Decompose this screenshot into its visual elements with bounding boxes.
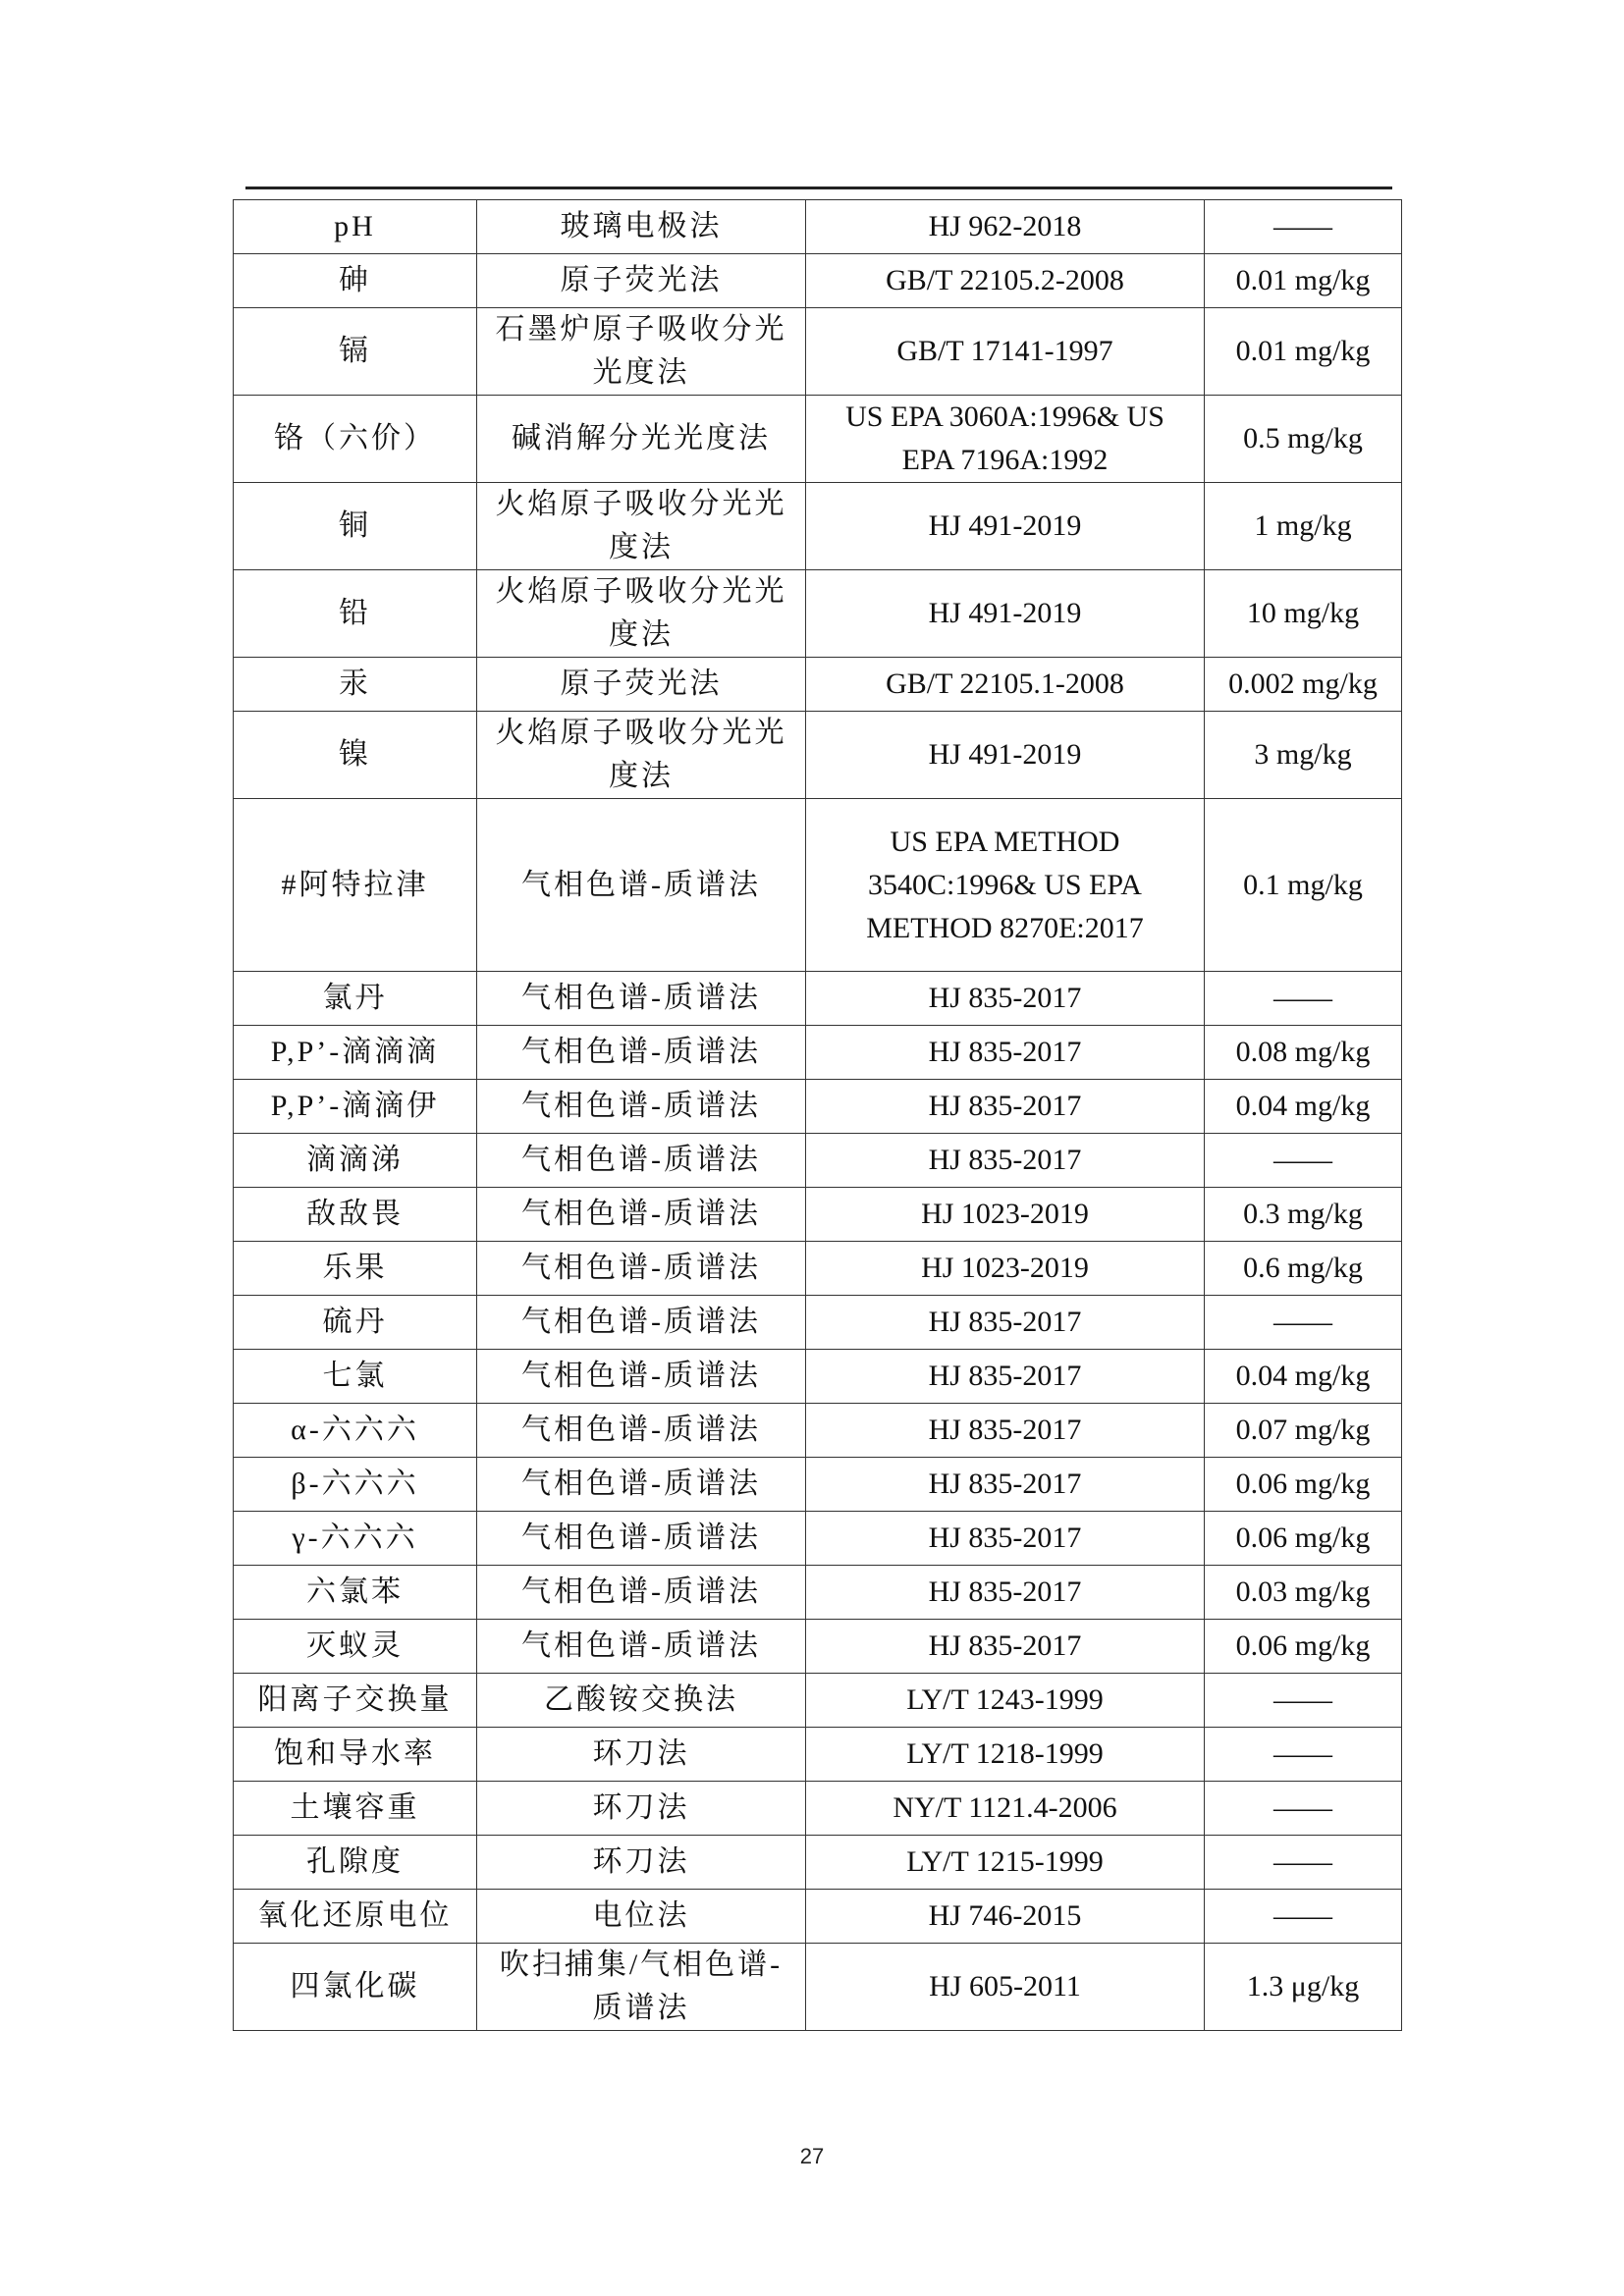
standard-cell: HJ 835-2017: [806, 1134, 1205, 1188]
table-row: [234, 1620, 1402, 1674]
name-cell: 铬（六价）: [234, 396, 477, 483]
limit-cell: ——: [1205, 972, 1402, 1026]
name-cell: 汞: [234, 658, 477, 712]
limit-cell: 0.07 mg/kg: [1205, 1404, 1402, 1458]
table-row: [234, 483, 1402, 570]
method-cell: 气相色谱-质谱法: [477, 1188, 806, 1242]
table-row: [234, 712, 1402, 799]
method-cell: 碱消解分光光度法: [477, 396, 806, 483]
limit-cell: 0.04 mg/kg: [1205, 1080, 1402, 1134]
name-cell: β-六六六: [234, 1458, 477, 1512]
name-cell: P,P’-滴滴滴: [234, 1026, 477, 1080]
method-cell: 环刀法: [477, 1728, 806, 1782]
method-cell: 气相色谱-质谱法: [477, 1404, 806, 1458]
method-cell: 环刀法: [477, 1782, 806, 1836]
limit-cell: 3 mg/kg: [1205, 712, 1402, 799]
method-cell: 气相色谱-质谱法: [477, 1080, 806, 1134]
page-number: 27: [799, 2144, 825, 2168]
standard-cell: HJ 1023-2019: [806, 1188, 1205, 1242]
table-row: [234, 1134, 1402, 1188]
standard-cell: US EPA 3060A:1996& US EPA 7196A:1992: [806, 396, 1205, 483]
name-cell: 土壤容重: [234, 1782, 477, 1836]
table-row: [234, 1890, 1402, 1944]
method-cell: 原子荧光法: [477, 254, 806, 308]
name-cell: P,P’-滴滴伊: [234, 1080, 477, 1134]
name-cell: 铜: [234, 483, 477, 570]
table-row: [234, 308, 1402, 396]
name-cell: 铅: [234, 570, 477, 658]
name-cell: 灭蚁灵: [234, 1620, 477, 1674]
table-row: [234, 1944, 1402, 2031]
standard-cell: HJ 605-2011: [806, 1944, 1205, 2031]
standard-cell: GB/T 22105.1-2008: [806, 658, 1205, 712]
standard-cell: HJ 491-2019: [806, 712, 1205, 799]
table-row: [234, 1836, 1402, 1890]
method-cell: 气相色谱-质谱法: [477, 1242, 806, 1296]
name-cell: 六氯苯: [234, 1566, 477, 1620]
table-row: [234, 799, 1402, 972]
limit-cell: ——: [1205, 1728, 1402, 1782]
table-row: [234, 1296, 1402, 1350]
table-row: [234, 200, 1402, 254]
name-cell: 镍: [234, 712, 477, 799]
limit-cell: 0.08 mg/kg: [1205, 1026, 1402, 1080]
table-row: [234, 1674, 1402, 1728]
limit-cell: ——: [1205, 1782, 1402, 1836]
standard-cell: HJ 835-2017: [806, 1620, 1205, 1674]
limit-cell: 0.06 mg/kg: [1205, 1620, 1402, 1674]
method-cell: 环刀法: [477, 1836, 806, 1890]
limit-cell: 0.06 mg/kg: [1205, 1512, 1402, 1566]
standard-cell: HJ 835-2017: [806, 1296, 1205, 1350]
table-row: [234, 1458, 1402, 1512]
standard-cell: HJ 491-2019: [806, 483, 1205, 570]
limit-cell: 0.002 mg/kg: [1205, 658, 1402, 712]
method-cell: 火焰原子吸收分光光度法: [477, 483, 806, 570]
standard-cell: HJ 835-2017: [806, 1404, 1205, 1458]
standard-cell: GB/T 17141-1997: [806, 308, 1205, 396]
header-rule: [245, 187, 1392, 189]
method-cell: 气相色谱-质谱法: [477, 1512, 806, 1566]
name-cell: γ-六六六: [234, 1512, 477, 1566]
table-row: [234, 1782, 1402, 1836]
table-row: [234, 1080, 1402, 1134]
method-cell: 气相色谱-质谱法: [477, 1026, 806, 1080]
limit-cell: 0.03 mg/kg: [1205, 1566, 1402, 1620]
limit-cell: ——: [1205, 1890, 1402, 1944]
name-cell: 七氯: [234, 1350, 477, 1404]
table-row: [234, 570, 1402, 658]
standard-cell: HJ 835-2017: [806, 1080, 1205, 1134]
table-row: [234, 1350, 1402, 1404]
method-cell: 气相色谱-质谱法: [477, 1620, 806, 1674]
table-row: [234, 972, 1402, 1026]
method-cell: 气相色谱-质谱法: [477, 1458, 806, 1512]
method-cell: 气相色谱-质谱法: [477, 1134, 806, 1188]
name-cell: 孔隙度: [234, 1836, 477, 1890]
analysis-methods-table: [233, 199, 1402, 2031]
standard-cell: HJ 962-2018: [806, 200, 1205, 254]
method-cell: 气相色谱-质谱法: [477, 799, 806, 972]
standard-cell: HJ 835-2017: [806, 1350, 1205, 1404]
standard-cell: HJ 835-2017: [806, 1458, 1205, 1512]
limit-cell: 0.01 mg/kg: [1205, 254, 1402, 308]
table-body: [234, 200, 1402, 2031]
limit-cell: ——: [1205, 1134, 1402, 1188]
standard-cell: GB/T 22105.2-2008: [806, 254, 1205, 308]
limit-cell: 0.06 mg/kg: [1205, 1458, 1402, 1512]
limit-cell: ——: [1205, 200, 1402, 254]
method-cell: 乙酸铵交换法: [477, 1674, 806, 1728]
method-cell: 石墨炉原子吸收分光光度法: [477, 308, 806, 396]
method-cell: 原子荧光法: [477, 658, 806, 712]
method-cell: 电位法: [477, 1890, 806, 1944]
table-row: [234, 254, 1402, 308]
standard-cell: US EPA METHOD 3540C:1996& US EPA METHOD 8270E:2017: [806, 799, 1205, 972]
table-row: [234, 1242, 1402, 1296]
standard-cell: HJ 835-2017: [806, 1026, 1205, 1080]
name-cell: 氯丹: [234, 972, 477, 1026]
name-cell: #阿特拉津: [234, 799, 477, 972]
limit-cell: 0.04 mg/kg: [1205, 1350, 1402, 1404]
limit-cell: 0.5 mg/kg: [1205, 396, 1402, 483]
standard-cell: HJ 835-2017: [806, 1512, 1205, 1566]
name-cell: 阳离子交换量: [234, 1674, 477, 1728]
method-cell: 玻璃电极法: [477, 200, 806, 254]
standard-cell: HJ 835-2017: [806, 1566, 1205, 1620]
table-row: [234, 1404, 1402, 1458]
name-cell: 饱和导水率: [234, 1728, 477, 1782]
name-cell: 硫丹: [234, 1296, 477, 1350]
table-row: [234, 1512, 1402, 1566]
name-cell: 砷: [234, 254, 477, 308]
standard-cell: NY/T 1121.4-2006: [806, 1782, 1205, 1836]
method-cell: 火焰原子吸收分光光度法: [477, 712, 806, 799]
standard-cell: HJ 835-2017: [806, 972, 1205, 1026]
method-cell: 气相色谱-质谱法: [477, 1296, 806, 1350]
standard-cell: HJ 746-2015: [806, 1890, 1205, 1944]
limit-cell: 0.01 mg/kg: [1205, 308, 1402, 396]
table-row: [234, 658, 1402, 712]
standard-cell: LY/T 1243-1999: [806, 1674, 1205, 1728]
method-cell: 气相色谱-质谱法: [477, 1350, 806, 1404]
name-cell: α-六六六: [234, 1404, 477, 1458]
name-cell: 四氯化碳: [234, 1944, 477, 2031]
standard-cell: LY/T 1215-1999: [806, 1836, 1205, 1890]
method-cell: 火焰原子吸收分光光度法: [477, 570, 806, 658]
name-cell: 氧化还原电位: [234, 1890, 477, 1944]
limit-cell: 10 mg/kg: [1205, 570, 1402, 658]
limit-cell: 0.1 mg/kg: [1205, 799, 1402, 972]
limit-cell: 1.3 μg/kg: [1205, 1944, 1402, 2031]
table-row: [234, 1188, 1402, 1242]
method-cell: 吹扫捕集/气相色谱-质谱法: [477, 1944, 806, 2031]
limit-cell: ——: [1205, 1836, 1402, 1890]
name-cell: 乐果: [234, 1242, 477, 1296]
table-row: [234, 396, 1402, 483]
method-cell: 气相色谱-质谱法: [477, 972, 806, 1026]
table-row: [234, 1728, 1402, 1782]
limit-cell: ——: [1205, 1296, 1402, 1350]
method-cell: 气相色谱-质谱法: [477, 1566, 806, 1620]
standard-cell: LY/T 1218-1999: [806, 1728, 1205, 1782]
name-cell: 敌敌畏: [234, 1188, 477, 1242]
name-cell: 镉: [234, 308, 477, 396]
name-cell: pH: [234, 200, 477, 254]
limit-cell: 0.6 mg/kg: [1205, 1242, 1402, 1296]
limit-cell: 1 mg/kg: [1205, 483, 1402, 570]
name-cell: 滴滴涕: [234, 1134, 477, 1188]
standard-cell: HJ 491-2019: [806, 570, 1205, 658]
limit-cell: 0.3 mg/kg: [1205, 1188, 1402, 1242]
limit-cell: ——: [1205, 1674, 1402, 1728]
standard-cell: HJ 1023-2019: [806, 1242, 1205, 1296]
table-row: [234, 1566, 1402, 1620]
table-row: [234, 1026, 1402, 1080]
